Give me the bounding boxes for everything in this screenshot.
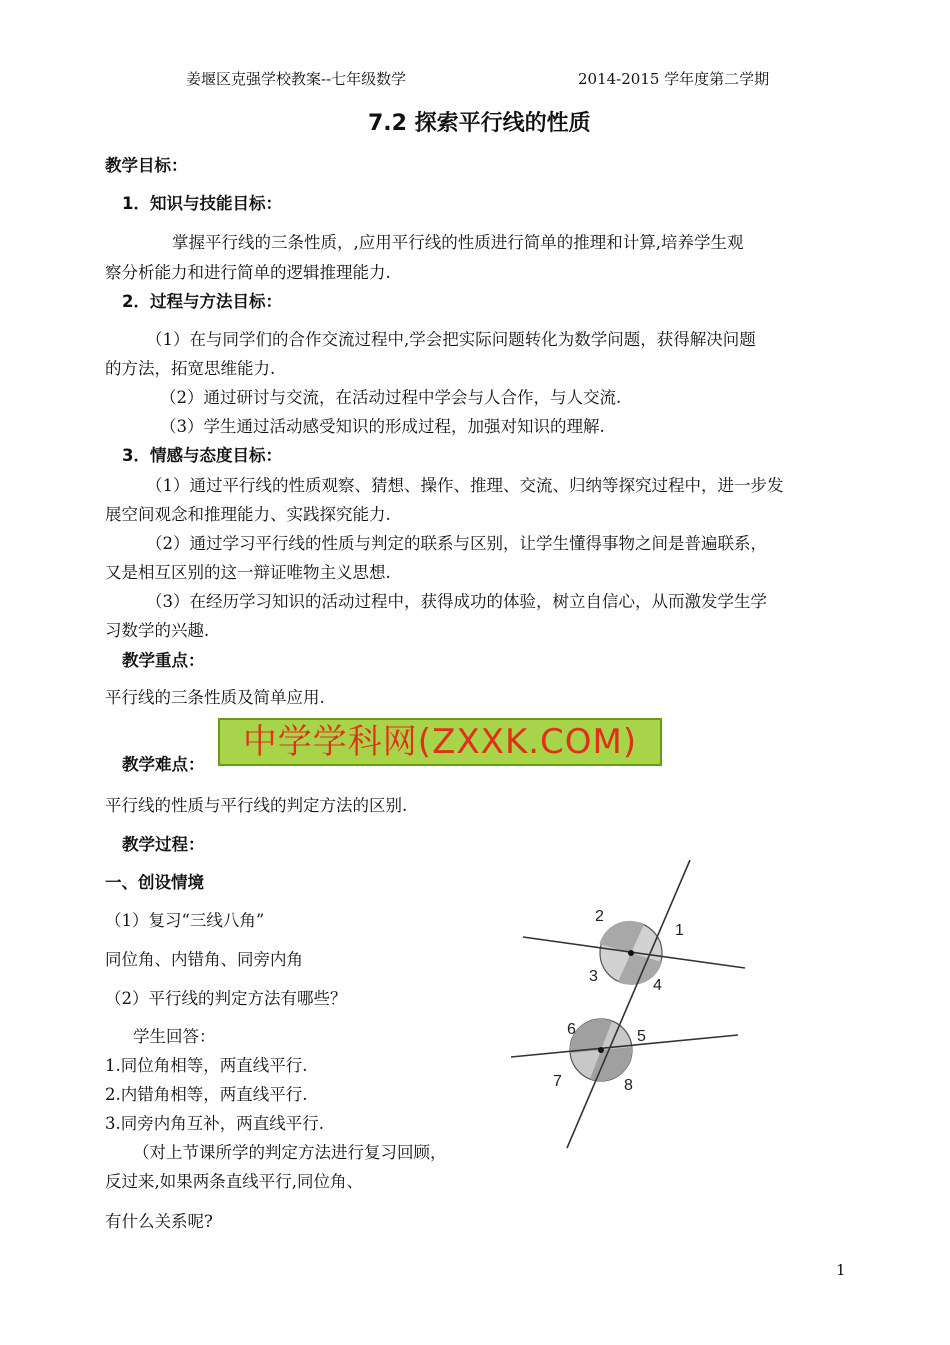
note-line: 有什么关系呢? [105,1212,213,1231]
key-points-heading: 教学重点： [122,651,205,670]
paragraph-line: 的方法，拓宽思维能力. [105,359,276,378]
paragraph-line: （1）在与同学们的合作交流过程中,学会把实际问题转化为数学问题，获得解决问题 [146,330,756,349]
angle-label-2: 2 [595,908,604,925]
knowledge-heading: 1．知识与技能目标： [122,194,282,213]
paragraph-line: （2）通过学习平行线的性质与判定的联系与区别，让学生懂得事物之间是普遍联系， [146,534,767,553]
page-number: 1 [836,1261,846,1279]
difficulties-heading: 教学难点： [122,755,205,774]
angle-label-6: 6 [567,1021,576,1038]
paragraph-line: 掌握平行线的三条性质，,应用平行线的性质进行简单的推理和计算,培养学生观 [172,233,744,252]
question-1-answer: 同位角、内错角、同旁内角 [105,950,303,969]
paragraph-line: （2）通过研讨与交流，在活动过程中学会与人合作，与人交流. [160,388,622,407]
difficulties-text: 平行线的性质与平行线的判定方法的区别. [105,796,408,815]
paragraph-line: （3）学生通过活动感受知识的形成过程，加强对知识的理解. [160,417,605,436]
angle-label-5: 5 [637,1028,646,1045]
attitude-heading: 3．情感与态度目标： [122,446,282,465]
student-answer-label: 学生回答： [133,1027,216,1046]
paragraph-line: （1）通过平行线的性质观察、猜想、操作、推理、交流、归纳等探究过程中，进一步发 [146,476,784,495]
note-line: 反过来,如果两条直线平行,同位角、 [105,1172,363,1191]
page-title: 7.2 探索平行线的性质 [368,111,591,136]
paragraph-line: 又是相互区别的这一辩证唯物主义思想. [105,563,391,582]
angle-label-7: 7 [553,1073,562,1090]
paragraph-line: （3）在经历学习知识的活动过程中，获得成功的体验，树立自信心，从而激发学生学 [146,592,767,611]
answer-item: 1.同位角相等，两直线平行. [105,1056,308,1075]
paragraph-line: 察分析能力和进行简单的逻辑推理能力. [105,263,391,282]
question-2: （2）平行线的判定方法有哪些？ [105,989,347,1008]
angle-label-8: 8 [624,1077,633,1094]
angle-label-1: 1 [675,922,684,939]
answer-item: 2.内错角相等，两直线平行. [105,1085,308,1104]
angle-label-3: 3 [589,968,598,985]
answer-item: 3.同旁内角互补，两直线平行. [105,1114,324,1133]
paragraph-line: 展空间观念和推理能力、实践探究能力. [105,505,391,524]
section-heading: 一、创设情境 [105,873,204,892]
intersection-point [598,1047,604,1053]
angles-figure [505,855,755,1155]
intersection-point [628,950,634,956]
watermark-logo: 中学学科网(ZXXK.COM) [218,718,662,766]
header-right: 2014-2015 学年度第二学期 [578,70,770,88]
header-left: 姜堰区克强学校教案--七年级数学 [186,70,407,88]
question-1: （1）复习“三线八角” [105,911,265,930]
objectives-heading: 教学目标： [105,156,188,175]
angle-label-4: 4 [653,977,662,994]
process-method-heading: 2．过程与方法目标： [122,292,282,311]
transversal-line [567,860,690,1148]
process-heading: 教学过程： [122,835,205,854]
note-line: （对上节课所学的判定方法进行复习回顾， [133,1143,447,1162]
paragraph-line: 习数学的兴趣. [105,621,210,640]
key-points-text: 平行线的三条性质及简单应用. [105,688,325,707]
